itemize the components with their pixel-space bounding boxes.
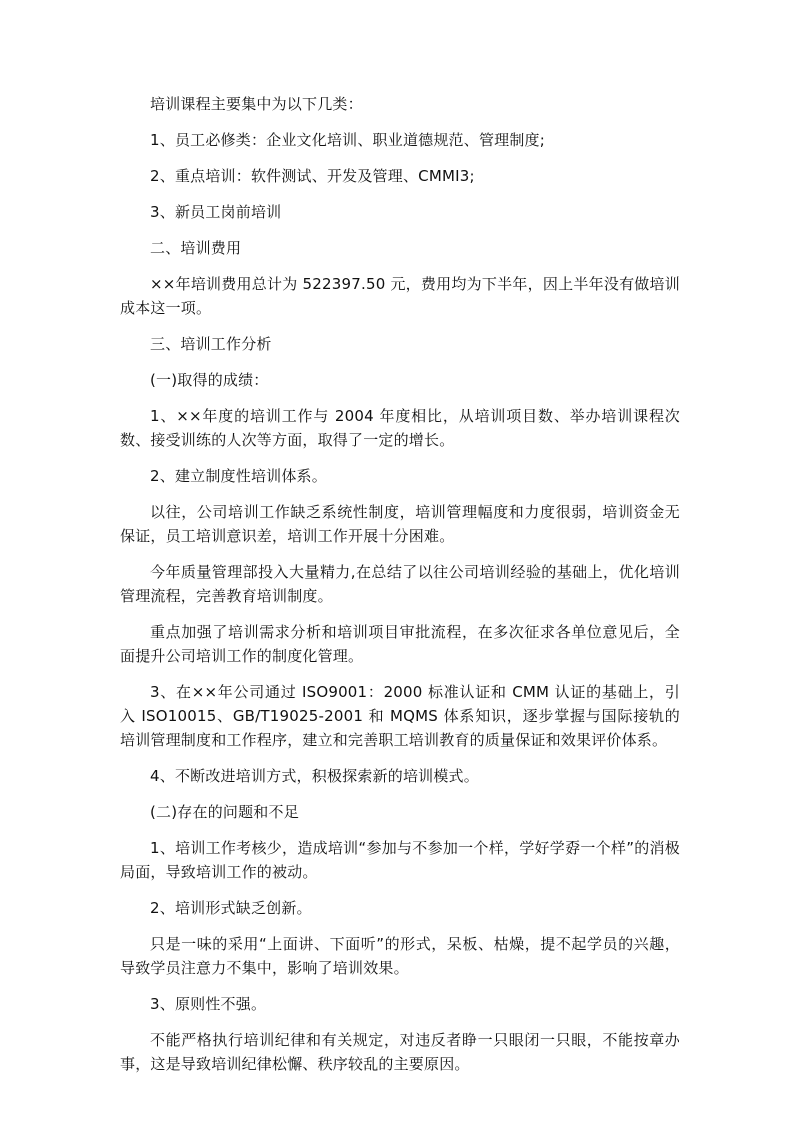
paragraph-problem-3: 3、原则性不强。 bbox=[150, 995, 267, 1013]
paragraph-past-situation: 以往，公司培训工作缺乏系统性制度，培训管理幅度和力度很弱，培训资金无保证，员工培训意识差，培训工作开展十分困难。 bbox=[120, 503, 680, 545]
paragraph-intro: 培训课程主要集中为以下几类： bbox=[150, 95, 363, 113]
document-body bbox=[120, 92, 680, 1088]
section-heading-cost: 二、培训费用 bbox=[150, 239, 242, 257]
subheading-problems: (二)存在的问题和不足 bbox=[150, 803, 299, 821]
paragraph-this-year: 今年质量管理部投入大量精力,在总结了以往公司培训经验的基础上，优化培训管理流程，完善教育培训制度。 bbox=[120, 563, 680, 605]
paragraph-list-item-2: 2、重点培训：软件测试、开发及管理、CMMI3; bbox=[150, 167, 475, 185]
paragraph-problem-3-detail: 不能严格执行培训纪律和有关规定，对违反者睁一只眼闭一只眼，不能按章办事，这是导致培训纪律松懈、秩序较乱的主要原因。 bbox=[120, 1031, 680, 1073]
paragraph-achievement-2: 2、建立制度性培训体系。 bbox=[150, 467, 327, 485]
paragraph-strengthening: 重点加强了培训需求分析和培训项目审批流程，在多次征求各单位意见后，全面提升公司培训工作的制度化管理。 bbox=[120, 623, 680, 665]
paragraph-achievement-4: 4、不断改进培训方式，积极探索新的培训模式。 bbox=[150, 767, 479, 785]
subheading-achievements: (一)取得的成绩： bbox=[150, 371, 269, 389]
paragraph-achievement-3: 3、在××年公司通过 ISO9001：2000 标准认证和 CMM 认证的基础上，引入 ISO10015、GB/T19025-2001 和 MQMS 体系知识，逐步掌握与国际接轨的培训管理制度和工作程序，建立和完善职工培训教育的质量保证和效果评价体系。 bbox=[120, 683, 680, 749]
paragraph-problem-2: 2、培训形式缺乏创新。 bbox=[150, 899, 312, 917]
paragraph-problem-2-detail: 只是一味的采用“上面讲、下面听”的形式，呆板、枯燥，提不起学员的兴趣，导致学员注意力不集中，影响了培训效果。 bbox=[120, 935, 680, 977]
paragraph-cost: ××年培训费用总计为 522397.50 元，费用均为下半年，因上半年没有做培训成本这一项。 bbox=[120, 275, 680, 317]
paragraph-problem-1: 1、培训工作考核少，造成培训“参加与不参加一个样，学好学孬一个样”的消极局面，导致培训工作的被动。 bbox=[120, 839, 680, 881]
paragraph-achievement-1: 1、××年度的培训工作与 2004 年度相比，从培训项目数、举办培训课程次数、接受训练的人次等方面，取得了一定的增长。 bbox=[120, 407, 680, 449]
section-heading-analysis: 三、培训工作分析 bbox=[150, 335, 272, 353]
paragraph-list-item-1: 1、员工必修类：企业文化培训、职业道德规范、管理制度; bbox=[150, 131, 545, 149]
paragraph-list-item-3: 3、新员工岗前培训 bbox=[150, 203, 282, 221]
